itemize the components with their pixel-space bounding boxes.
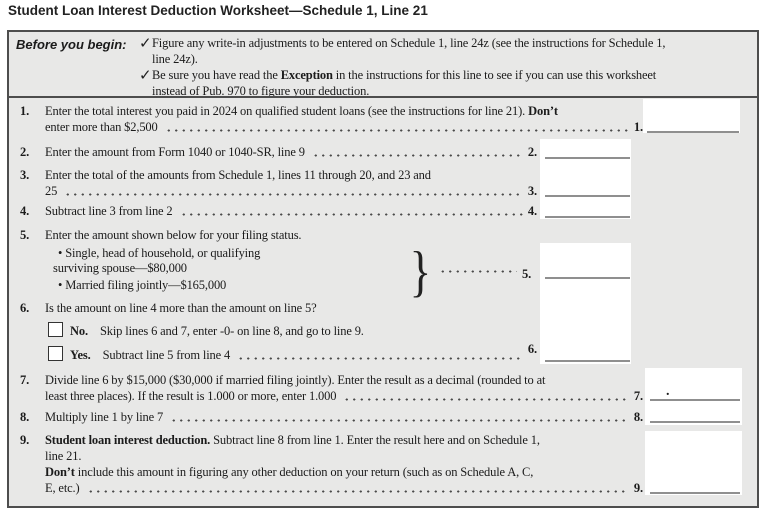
line9-text-line2: line 21. [45,449,82,463]
before-you-begin-label: Before you begin: [16,37,127,52]
line1-entry-field[interactable] [643,99,740,133]
worksheet-box [7,30,759,508]
line4-entry-line[interactable] [545,216,630,218]
line8-entry-line[interactable] [650,421,740,423]
line5-entry-line[interactable] [545,277,630,279]
line2-text: Enter the amount from Form 1040 or 1040-SR, line 9 2. [45,145,537,159]
line7-decimal-point: . [666,384,670,399]
line6-no-checkbox[interactable] [48,322,63,337]
line7-number: 7. [20,373,30,387]
line8-text: Multiply line 1 by line 7 8. [45,410,643,424]
worksheet-title: Student Loan Interest Deduction Worksheet—Schedule 1, Line 21 [8,3,428,18]
dotted-leader [165,120,629,134]
line2-entry-line[interactable] [545,157,630,159]
line1-text-continued: enter more than $2,500 1. [45,120,643,134]
dotted-leader [439,269,517,273]
line6-yes-text: Yes. Subtract line 5 from line 4 6. [70,342,537,362]
line1-entry-line[interactable] [647,131,739,133]
section-divider [9,96,757,98]
line9-text-continued: E, etc.) 9. [45,481,643,495]
line7-text: Divide line 6 by $15,000 ($30,000 if married filing jointly). Enter the result as a decimal (rounded to at [45,373,546,387]
line5-bullet-single-continued: surviving spouse—$80,000 [53,261,187,275]
line5-bullet-married: • Married filing jointly—$165,000 [58,278,227,292]
before-item1-line1: Figure any write-in adjustments to be entered on Schedule 1, line 24z (see the instructions for Schedule 1, [152,36,666,50]
line9-text: Student loan interest deduction. Subtract line 8 from line 1. Enter the result here and on Schedule 1, [45,433,540,447]
line9-number: 9. [20,433,30,447]
lines7-8-entry-field[interactable] [645,368,742,425]
line7-text-continued: least three places). If the result is 1.000 or more, enter 1.000 7. [45,389,643,403]
before-item2-line1: Be sure you have read the Exception in the instructions for this line to see if you can use this worksheet [152,68,657,82]
line5-bullet-single: • Single, head of household, or qualifying [58,246,261,260]
line6-yes-checkbox[interactable] [48,346,63,361]
line2-number: 2. [20,145,30,159]
before-item1-line2: line 24z). [152,52,198,66]
line3-text: Enter the total of the amounts from Schedule 1, lines 11 through 20, and 23 and [45,168,431,182]
line7-entry-line[interactable] [650,399,740,401]
dotted-leader [312,145,523,159]
line6-entry-line[interactable] [545,360,630,362]
line6-no-text: No. Skip lines 6 and 7, enter -0- on line 8, and go to line 9. [70,324,364,338]
line5-text: Enter the amount shown below for your filing status. [45,228,302,242]
line8-number: 8. [20,410,30,424]
line3-entry-line[interactable] [545,195,630,197]
line9-entry-field[interactable] [645,431,742,495]
line1-text: Enter the total interest you paid in 2024 on qualified student loans (see the instructions for line 21). Don’t [45,104,558,118]
checkmark-icon: ✓ [139,66,152,84]
dotted-leader [343,389,629,403]
dotted-leader [87,481,629,495]
line9-entry-line[interactable] [650,492,740,494]
line4-number: 4. [20,204,30,218]
line4-text: Subtract line 3 from line 2 4. [45,204,537,218]
line5-label: 5. [522,267,532,281]
lines2-4-entry-field[interactable] [540,139,631,219]
line3-text-continued: 25 3. [45,184,537,198]
curly-brace: } [409,241,432,303]
dotted-leader [170,410,629,424]
lines5-6-entry-field[interactable] [540,243,631,364]
checkmark-icon: ✓ [139,34,152,52]
dotted-leader [237,348,523,362]
line5-number: 5. [20,228,30,242]
dotted-leader [180,204,523,218]
before-item2-line2: instead of Pub. 970 to figure your deduction. [152,84,370,98]
line6-question: Is the amount on line 4 more than the amount on line 5? [45,301,317,315]
line9-text-line3: Don’t include this amount in figuring any other deduction on your return (such as on Schedule A, C, [45,465,534,479]
line1-number: 1. [20,104,30,118]
line6-number: 6. [20,301,30,315]
dotted-leader [64,184,523,198]
line3-number: 3. [20,168,30,182]
